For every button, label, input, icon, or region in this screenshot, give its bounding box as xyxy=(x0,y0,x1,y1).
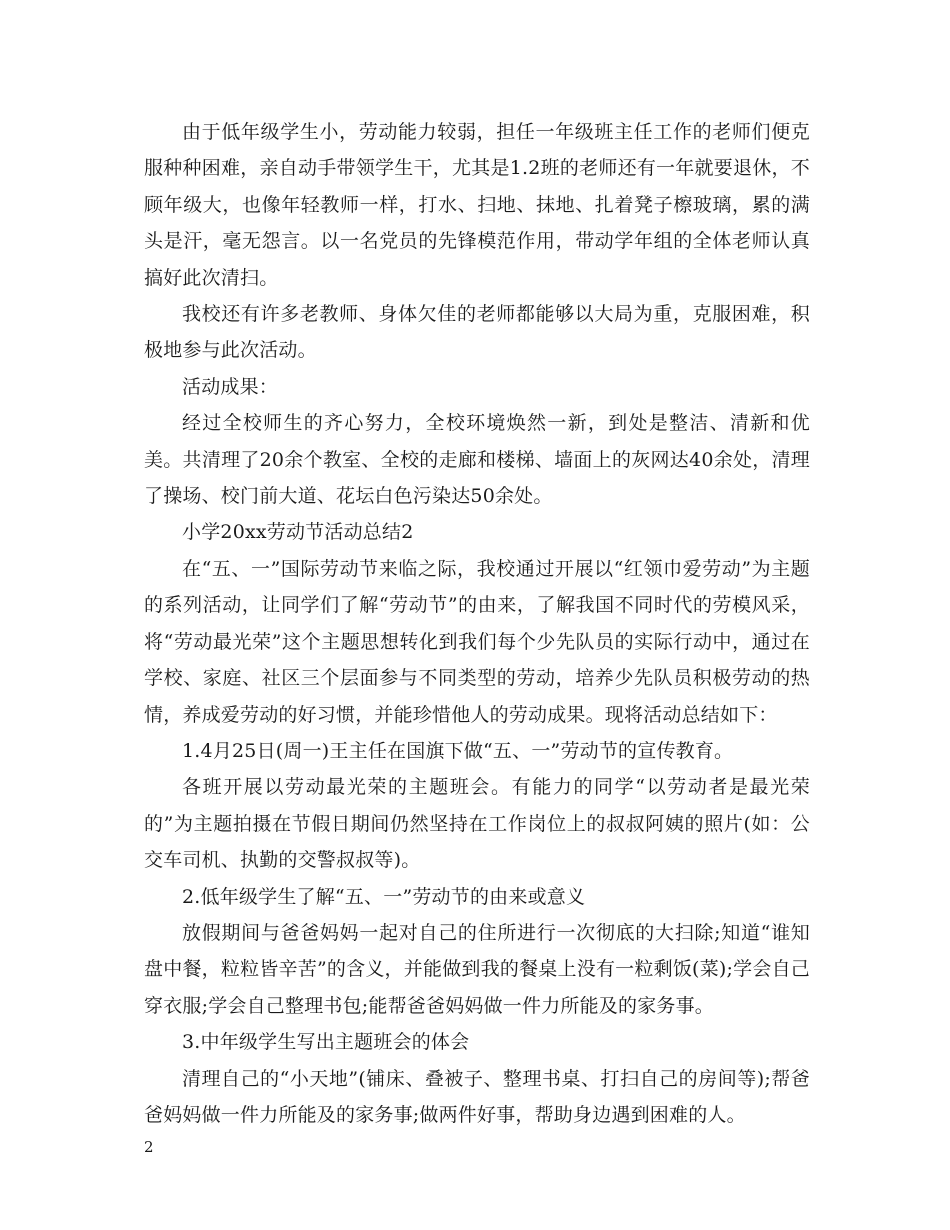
paragraph-12: 清理自己的“小天地”(铺床、叠被子、整理书桌、打扫自己的房间等);帮爸爸妈妈做一件力所能及的家务事;做两件好事，帮助身边遇到困难的人。 xyxy=(144,1067,810,1126)
paragraph-10: 放假期间与爸爸妈妈一起对自己的住所进行一次彻底的大扫除;知道“谁知盘中餐，粒粒皆辛苦”的含义，并能做到我的餐桌上没有一粒剩饭(菜);学会自己穿衣服;学会自己整理书包;能帮爸爸妈妈做一件力所能及的家务事。 xyxy=(144,921,810,1017)
section-heading: 小学20xx劳动节活动总结2 xyxy=(182,521,414,544)
paragraph-3: 活动成果： xyxy=(182,375,279,398)
paragraph-1: 由于低年级学生小，劳动能力较弱，担任一年级班主任工作的老师们便克服种种困难，亲自动手带领学生干，尤其是1.2班的老师还有一年就要退休，不顾年级大，也像年轻教师一样，打水、扫地、抹地、扎着凳子檫玻璃，累的满头是汗，毫无怨言。以一名党员的先锋模范作用，带动学年组的全体老师认真搞好此次清扫。 xyxy=(144,121,810,289)
paragraph-6: 在“五、一”国际劳动节来临之际，我校通过开展以“红领巾爱劳动”为主题的系列活动，让同学们了解“劳动节”的由来，了解我国不同时代的劳模风采，将“劳动最光荣”这个主题思想转化到我们每个少先队员的实际行动中，通过在学校、家庭、社区三个层面参与不同类型的劳动，培养少先队员积极劳动的热情，养成爱劳动的好习惯，并能珍惜他人的劳动成果。现将活动总结如下： xyxy=(144,557,810,726)
paragraph-7: 1.4月25日(周一)王主任在国旗下做“五、一”劳动节的宣传教育。 xyxy=(182,739,734,762)
document-body xyxy=(144,114,810,1133)
paragraph-11: 3.中年级学生写出主题班会的体会 xyxy=(182,1031,470,1054)
page-number: 2 xyxy=(144,1138,154,1156)
paragraph-9: 2.低年级学生了解“五、一”劳动节的由来或意义 xyxy=(182,885,586,908)
paragraph-2: 我校还有许多老教师、身体欠佳的老师都能够以大局为重，克服困难，积极地参与此次活动。 xyxy=(144,303,810,362)
paragraph-8: 各班开展以劳动最光荣的主题班会。有能力的同学“以劳动者是最光荣的”为主题拍摄在节假日期间仍然坚持在工作岗位上的叔叔阿姨的照片(如：公交车司机、执勤的交警叔叔等)。 xyxy=(144,776,810,872)
paragraph-4: 经过全校师生的齐心努力，全校环境焕然一新，到处是整洁、清新和优美。共清理了20余个教室、全校的走廊和楼梯、墙面上的灰网达40余处，清理了操场、校门前大道、花坛白色污染达50余处。 xyxy=(144,412,810,508)
